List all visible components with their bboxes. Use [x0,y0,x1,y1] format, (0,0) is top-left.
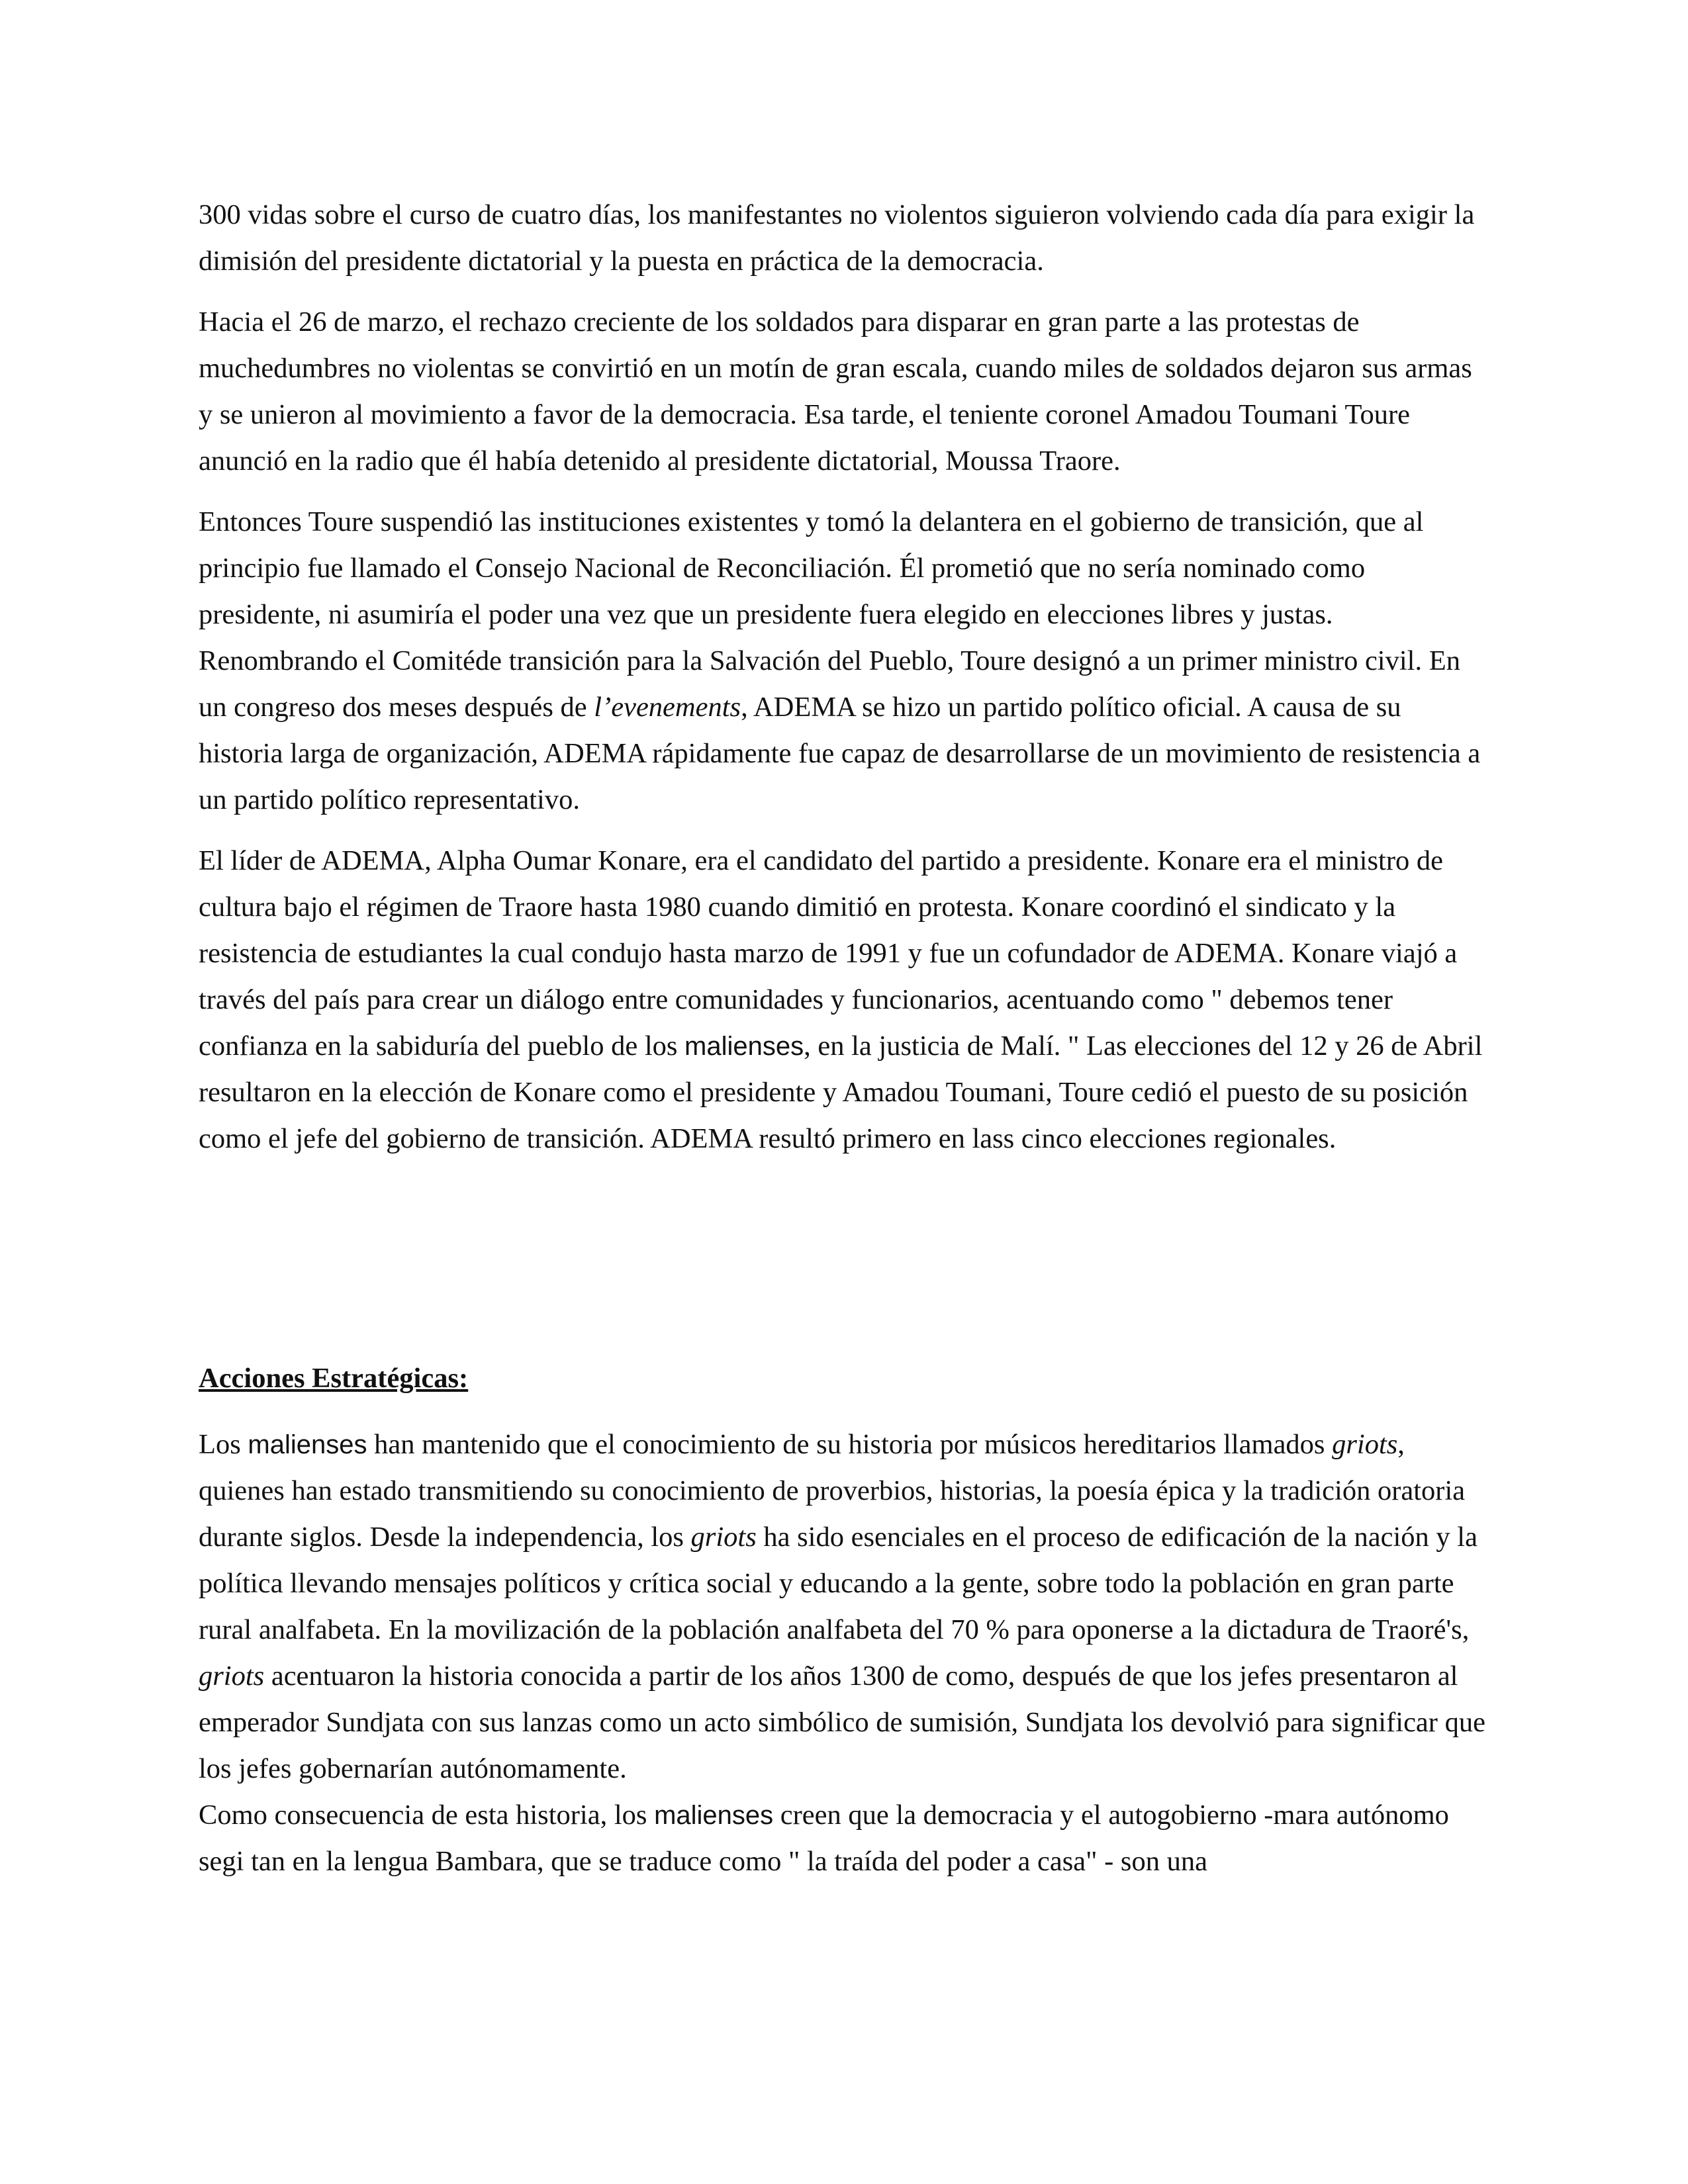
document-page [199,192,1489,1885]
paragraph-konare-election [199,838,1489,1162]
sans-term: malienses [248,1430,367,1459]
paragraph-text: Los [199,1429,248,1460]
blank-space [199,1177,1489,1355]
section-heading: Acciones Estratégicas: [199,1363,469,1394]
paragraph-text: , en la justicia de Malí. " Las elecciones del 12 y 26 de Abril resultaron en la elección de Konare como el presidente y Amadou Toumani, Toure cedió el puesto de su posición como el jefe del gobierno de transición. ADEMA resultó primero en lass cinco elecciones regionales. [199,1030,1483,1154]
italic-term: l’evenements [594,692,741,723]
sans-term: malienses [654,1801,774,1830]
paragraph-protest-continuation [199,192,1489,285]
italic-term: griots [199,1661,265,1692]
paragraph-text: acentuaron la historia conocida a partir de los años 1300 de como, después de que los jefes presentaron al emperador Sundjata con sus lanzas como un acto simbólico de sumisión, Sundjata los devolvió para significar que los jefes gobernarían autónomamente. [199,1661,1485,1784]
paragraph-soldiers-mutiny [199,299,1489,484]
paragraph-text: Como consecuencia de esta historia, los [199,1799,655,1831]
paragraph-text: ha sido esenciales en el proceso de edificación de la nación y la política llevando mensajes políticos y crítica social y educando a la gente, sobre todo la población en gran parte rural analfabeta. En la movilización de la población analfabeta del 70 % para oponerse a la dictadura de Traoré's, [199,1522,1477,1645]
paragraph-text: creen que la democracia y el autogobierno -mara autónomo segi tan en la lengua Bambara, que se traduce como " la traída del poder a casa" - son una [199,1799,1449,1877]
paragraph-griots [199,1422,1489,1792]
paragraph-text: 300 vidas sobre el curso de cuatro días, los manifestantes no violentos siguieron volviendo cada día para exigir la dimisión del presidente dictatorial y la puesta en práctica de la democracia. [199,199,1475,277]
paragraph-self-government [199,1792,1489,1885]
paragraph-text: , ADEMA se hizo un partido político oficial. A causa de su historia larga de organización, ADEMA rápidamente fue capaz de desarrollarse de un movimiento de resistencia a un partido político representativo. [199,692,1481,815]
italic-term: griots [1332,1429,1398,1460]
paragraph-text: El líder de ADEMA, Alpha Oumar Konare, era el candidato del partido a presidente. Konare era el ministro de cultura bajo el régimen de Traore hasta 1980 cuando dimitió en protesta. Konare coordinó el sindicato y la resistencia de estudiantes la cual condujo hasta marzo de 1991 y fue un cofundador de ADEMA. Konare viajó a través del país para crear un diálogo entre comunidades y funcionarios, acentuando como " debemos tener confianza en la sabiduría del pueblo de los [199,845,1458,1062]
paragraph-transition-government [199,499,1489,823]
paragraph-text: Hacia el 26 de marzo, el rechazo creciente de los soldados para disparar en gran parte a las protestas de muchedumbres no violentas se convirtió en un motín de gran escala, cuando miles de soldados dejaron sus armas y se unieron al movimiento a favor de la democracia. Esa tarde, el teniente coronel Amadou Toumani Toure anunció en la radio que él había detenido al presidente dictatorial, Moussa Traore. [199,306,1472,477]
paragraph-text: han mantenido que el conocimiento de su historia por músicos hereditarios llamados [367,1429,1333,1460]
paragraph-text: Entonces Toure suspendió las instituciones existentes y tomó la delantera en el gobierno de transición, que al principio fue llamado el Consejo Nacional de Reconciliación. Él prometió que no sería nominado como presidente, ni asumiría el poder una vez que un presidente fuera elegido en elecciones libres y justas. Renombrando el Comitéde transición para la Salvación del Pueblo, Toure designó a un primer ministro civil. En un congreso dos meses después de [199,506,1460,723]
paragraph-text: , quienes han estado transmitiendo su conocimiento de proverbios, historias, la poesía épica y la tradición oratoria durante siglos. Desde la independencia, los [199,1429,1466,1553]
sans-term: malienses [684,1032,804,1061]
italic-term: griots [690,1522,757,1553]
